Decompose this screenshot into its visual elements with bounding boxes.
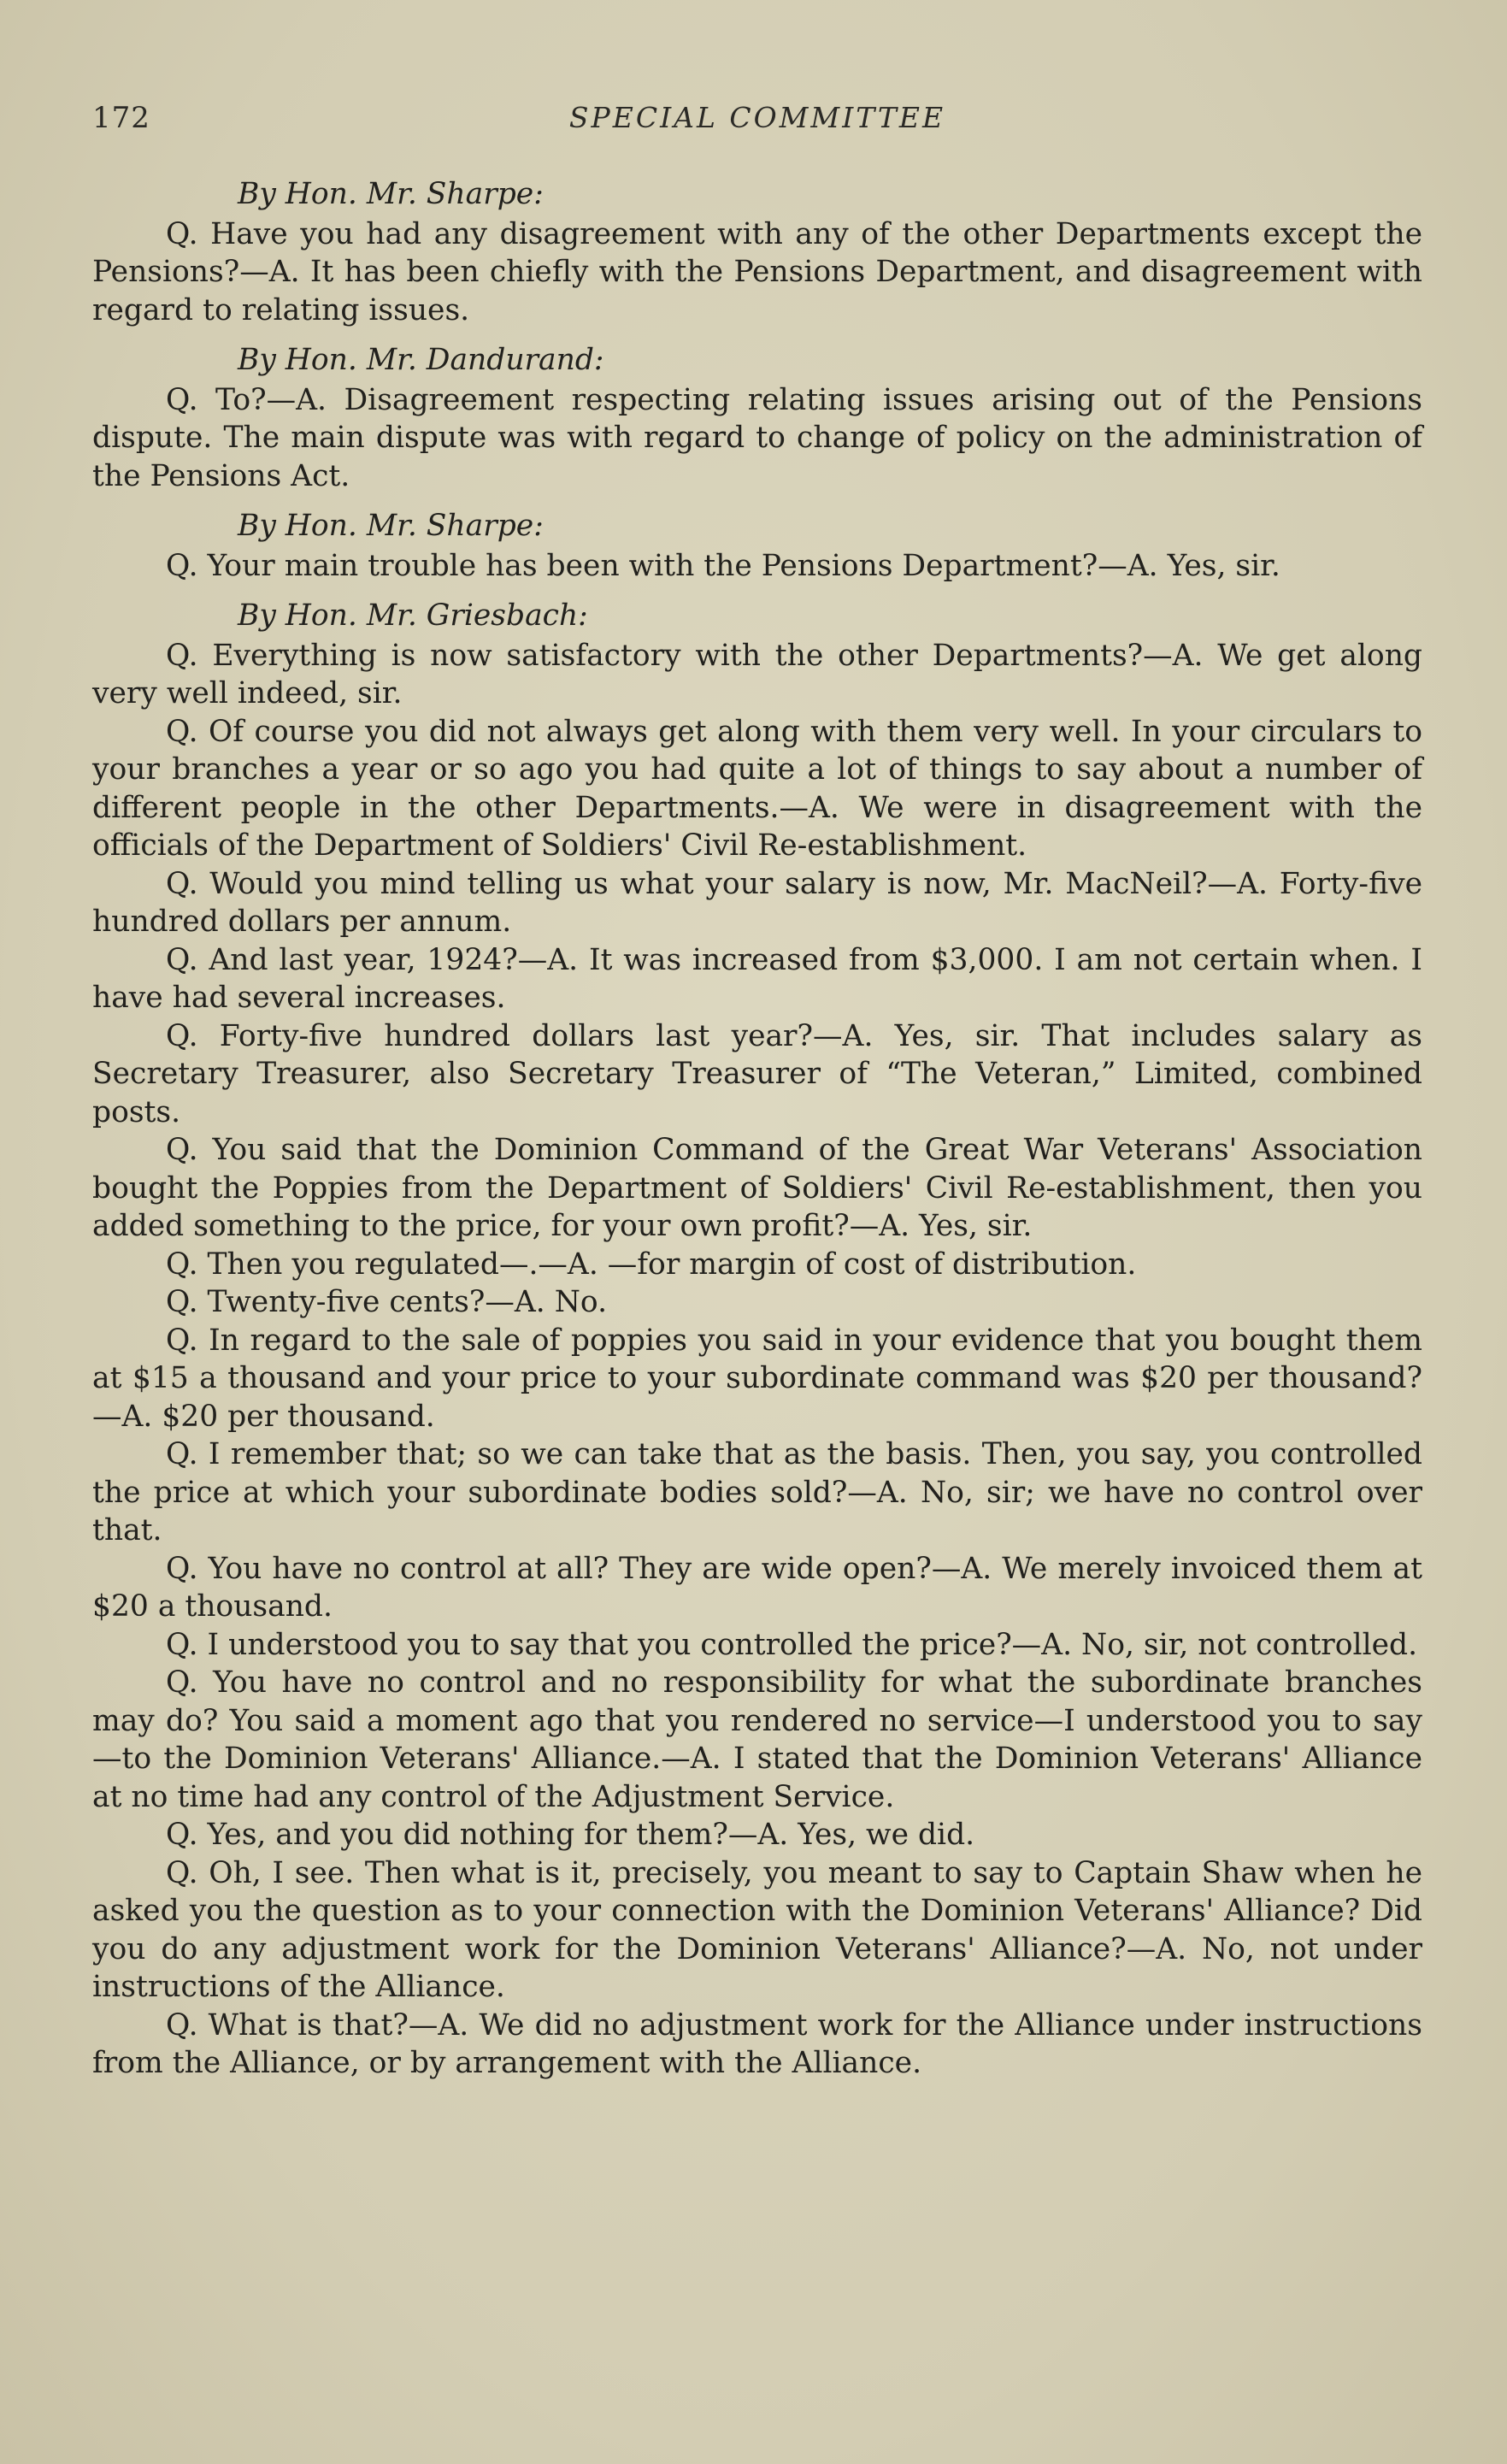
qa-paragraph: Q. Your main trouble has been with the Pensions Department?—A. Yes, sir.: [166, 548, 1280, 583]
qa-paragraph: Q. Forty-five hundred dollars last year?—A. Yes, sir. That includes salary as Secretary Treasurer, also Secretary Treasurer of “The Veteran,” Limited, combined posts.: [92, 1018, 1422, 1129]
page-header: [92, 101, 1422, 144]
qa-paragraph: Q. To?—A. Disagreement respecting relating issues arising out of the Pensions dispute. The main dispute was with regard to change of policy on the administration of the Pensions Act.: [92, 382, 1422, 493]
qa-paragraph: Q. Of course you did not always get along with them very well. In your circulars to your branches a year or so ago you had quite a lot of things to say about a number of different people in the other Departments.—A. We were in disagreement with the officials of the Department of Soldiers' Civil Re-establishment.: [92, 714, 1422, 863]
page-number: 172: [92, 101, 150, 135]
speaker-heading: By Hon. Mr. Griesbach:: [238, 598, 588, 633]
speaker-heading: By Hon. Mr. Sharpe:: [238, 509, 544, 543]
qa-paragraph: Q. Yes, and you did nothing for them?—A. Yes, we did.: [166, 1818, 975, 1852]
transcript-body: [92, 175, 1422, 2083]
qa-paragraph: Q. I understood you to say that you controlled the price?—A. No, sir, not controlled.: [166, 1627, 1418, 1662]
qa-paragraph: Q. You have no control at all? They are wide open?—A. We merely invoiced them at $20 a thousand.: [92, 1551, 1422, 1624]
qa-paragraph: Q. Have you had any disagreement with any of the other Departments except the Pensions?—A. It has been chiefly with the Pensions Department, and disagreement with regard to relating issues.: [92, 216, 1422, 327]
speaker-heading: By Hon. Mr. Sharpe:: [238, 177, 544, 211]
qa-paragraph: Q. And last year, 1924?—A. It was increased from $3,000. I am not certain when. I have had several increases.: [92, 942, 1422, 1015]
running-title: SPECIAL COMMITTEE: [568, 101, 946, 134]
qa-paragraph: Q. Twenty-five cents?—A. No.: [166, 1285, 608, 1319]
qa-paragraph: Q. Then you regulated—.—A. —for margin of cost of distribution.: [166, 1247, 1137, 1282]
qa-paragraph: Q. Would you mind telling us what your salary is now, Mr. MacNeil?—A. Forty-five hundred dollars per annum.: [92, 866, 1422, 939]
qa-paragraph: Q. You have no control and no responsibility for what the subordinate branches may do? You said a moment ago that you rendered no service—I understood you to say—to the Dominion Veterans' Alliance.—A. I stated that the Dominion Veterans' Alliance at no time had any control of the Adjustment Service.: [92, 1665, 1422, 1814]
qa-paragraph: Q. I remember that; so we can take that as the basis. Then, you say, you controlled the price at which your subordinate bodies sold?—A. No, sir; we have no control over that.: [92, 1437, 1422, 1547]
qa-paragraph: Q. Everything is now satisfactory with the other Departments?—A. We get along very well indeed, sir.: [92, 638, 1422, 710]
qa-paragraph: Q. What is that?—A. We did no adjustment work for the Alliance under instructions from the Alliance, or by arrangement with the Alliance.: [92, 2007, 1422, 2080]
qa-paragraph: Q. You said that the Dominion Command of the Great War Veterans' Association bought the Poppies from the Department of Soldiers' Civil Re-establishment, then you added something to the price, for your own profit?—A. Yes, sir.: [92, 1133, 1422, 1243]
qa-paragraph: Q. Oh, I see. Then what is it, precisely, you meant to say to Captain Shaw when he asked you the question as to your connection with the Dominion Veterans' Alliance? Did you do any adjustment work for the Dominion Veterans' Alliance?—A. No, not under instructions of the Alliance.: [92, 1855, 1422, 2004]
speaker-heading: By Hon. Mr. Dandurand:: [238, 343, 604, 377]
qa-paragraph: Q. In regard to the sale of poppies you said in your evidence that you bought them at $15 a thousand and your price to your subordinate command was $20 per thousand?—A. $20 per thousand.: [92, 1323, 1422, 1434]
